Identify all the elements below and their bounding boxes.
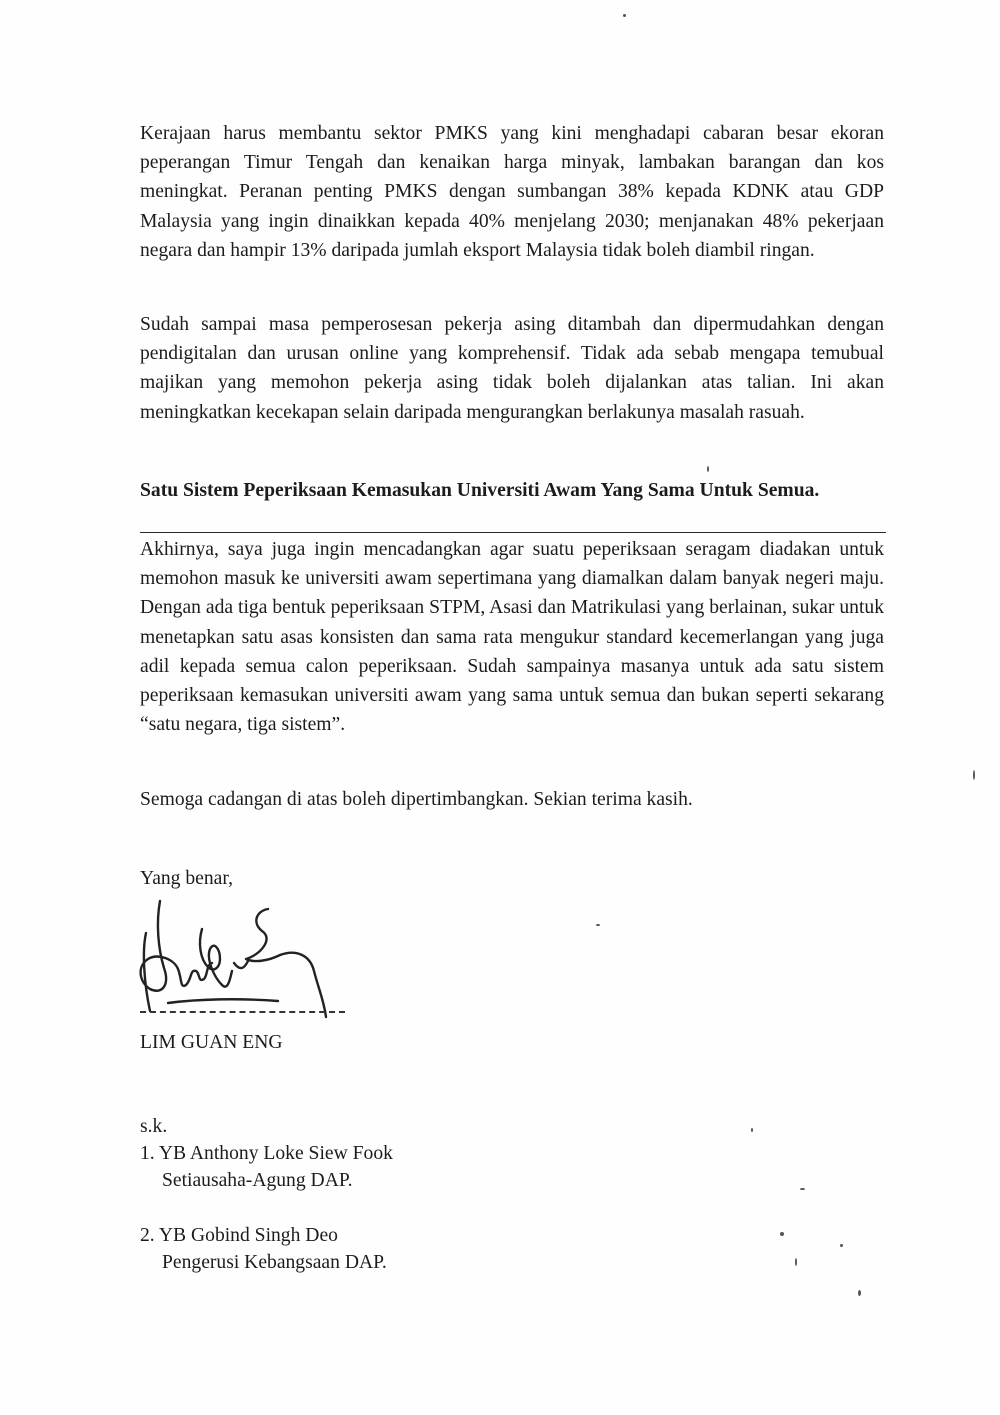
scan-speck <box>858 1290 861 1296</box>
paragraph-university-exam: Akhirnya, saya juga ingin mencadangkan agar suatu peperiksaan seragam diadakan untuk memohon masuk ke universiti awam sepertimana yang diamalkan dalam banyak negeri maju. Dengan ada tiga bentuk peperiksaan STPM, Asasi dan Matrikulasi yang berlainan, sukar untuk menetapkan satu asas konsisten dan sama rata mengukur standard kecemerlangan yang juga adil kepada semua calon peperiksaan. Sudah sampainya masanya untuk ada satu sistem peperiksaan kemasukan universiti awam yang sama untuk semua dan bukan seperti sekarang “satu negara, tiga sistem”. <box>140 539 884 736</box>
cc-number: 1. <box>140 1143 155 1164</box>
scan-speck <box>751 1128 753 1132</box>
scan-speck <box>840 1244 843 1247</box>
scan-speck <box>707 466 709 472</box>
scan-speck <box>800 1188 805 1190</box>
closing-salutation: Yang benar, <box>140 868 234 889</box>
scan-speck <box>973 770 975 780</box>
signature-line <box>140 1011 345 1013</box>
scan-speck <box>596 924 600 926</box>
signatory-name: LIM GUAN ENG <box>140 1032 283 1053</box>
scan-speck <box>795 1258 797 1266</box>
cc-item <box>140 1141 393 1167</box>
cc-label: s.k. <box>140 1116 168 1137</box>
paragraph-foreign-workers: Sudah sampai masa pemperosesan pekerja asing ditambah dan dipermudahkan dengan pendigitalan dan urusan online yang komprehensif. Tidak ada sebab mengapa temubual majikan yang memohon pekerja asing tidak boleh dijalankan atas talian. Ini akan meningkatkan kecekapan selain daripada mengurangkan berlakunya masalah rasuah. <box>140 314 884 423</box>
cc-name: YB Gobind Singh Deo <box>158 1225 338 1246</box>
paragraph-closing-remark: Semoga cadangan di atas boleh dipertimbangkan. Sekian terima kasih. <box>140 789 693 810</box>
cc-title: Pengerusi Kebangsaan DAP. <box>162 1252 387 1273</box>
cc-number: 2. <box>140 1225 155 1246</box>
cc-name: YB Anthony Loke Siew Fook <box>158 1143 393 1164</box>
heading-underline <box>140 532 886 533</box>
paragraph-pmks: Kerajaan harus membantu sektor PMKS yang kini menghadapi cabaran besar ekoran peperangan Timur Tengah dan kenaikan harga minyak, lambakan barangan dan kos meningkat. Peranan penting PMKS dengan sumbangan 38% kepada KDNK atau GDP Malaysia yang ingin dinaikkan kepada 40% menjelang 2030; menjanakan 48% pekerjaan negara dan hampir 13% daripada jumlah eksport Malaysia tidak boleh diambil ringan. <box>140 123 884 261</box>
signature-image <box>128 893 348 1023</box>
section-heading: Satu Sistem Peperiksaan Kemasukan Universiti Awam Yang Sama Untuk Semua. <box>140 480 820 501</box>
cc-title: Setiausaha-Agung DAP. <box>162 1170 353 1191</box>
scan-speck <box>623 14 626 17</box>
scan-speck <box>780 1232 784 1236</box>
cc-item <box>140 1223 338 1249</box>
